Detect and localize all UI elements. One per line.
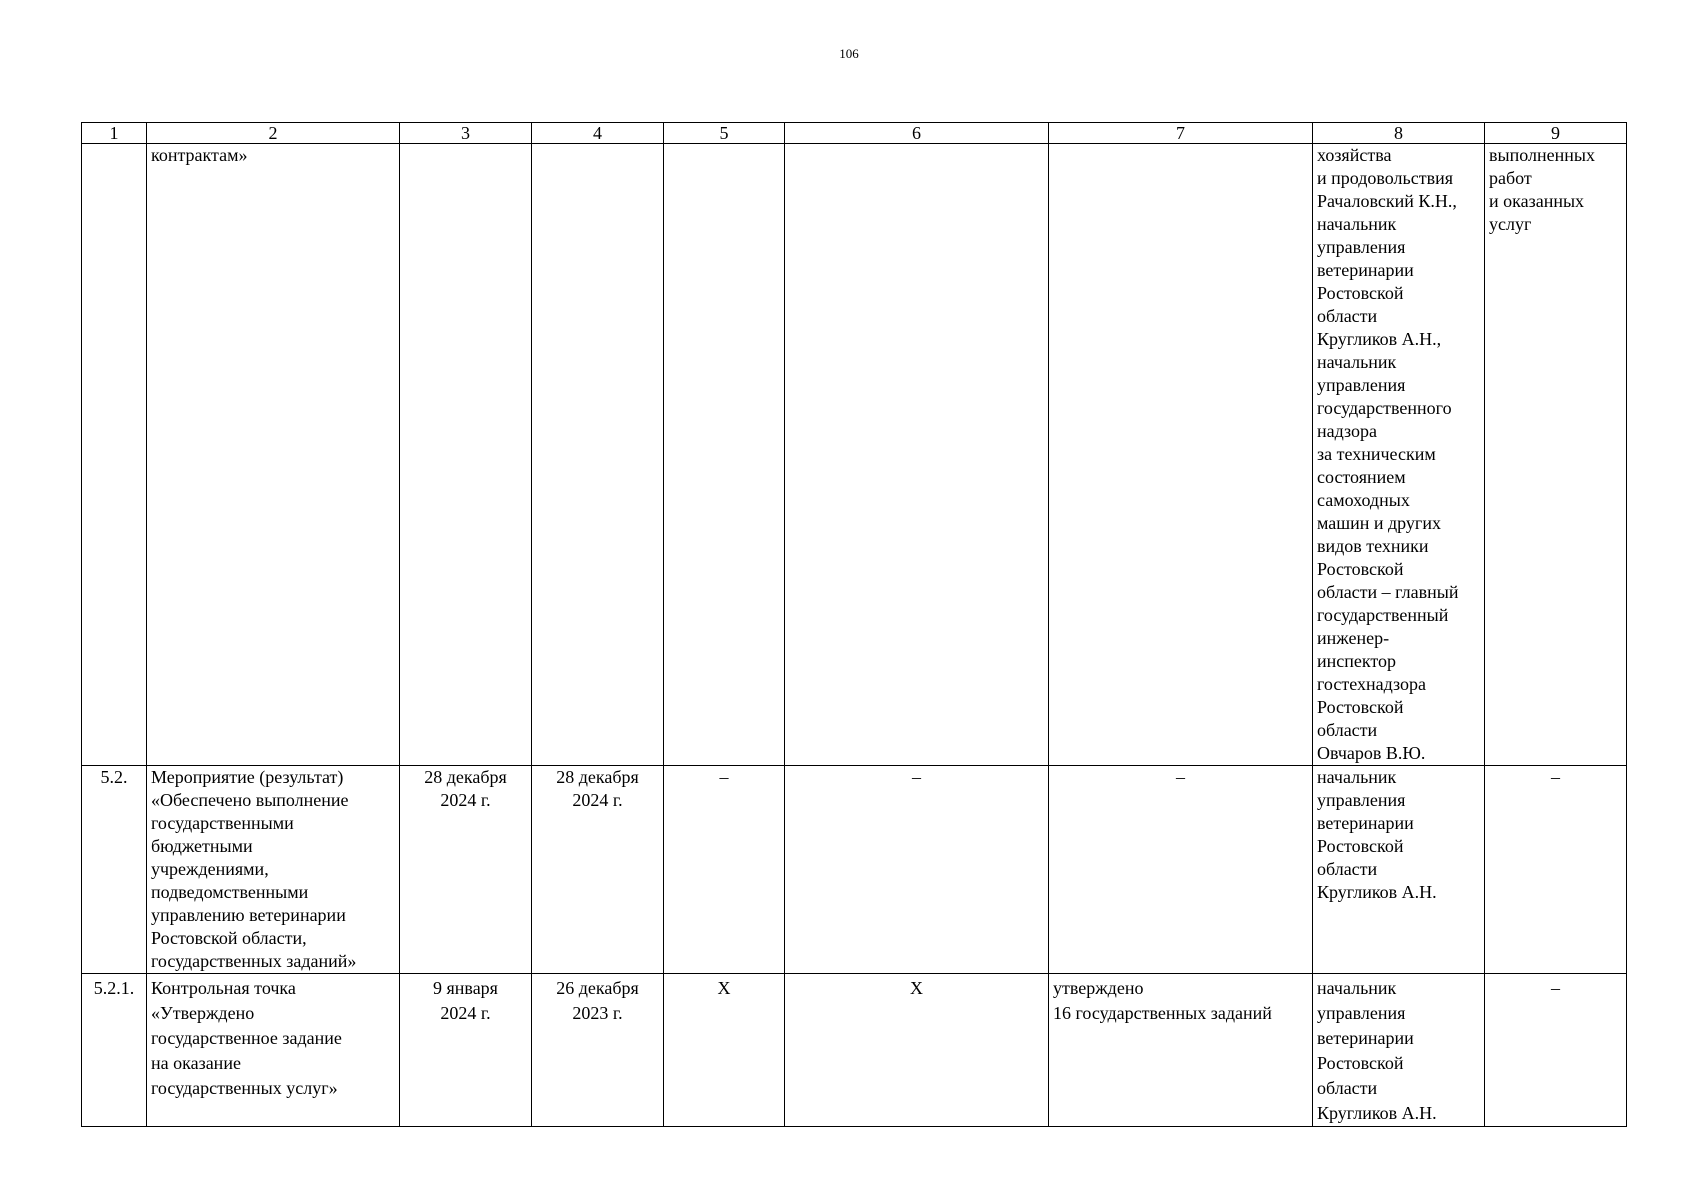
cell-number: 5.2.1.	[82, 974, 147, 1127]
cell-line: государственное задание	[151, 1028, 342, 1048]
cell-end-date	[532, 974, 664, 1127]
cell-line: области	[1317, 720, 1378, 740]
cell-line: 28 декабря	[424, 767, 507, 787]
cell-line: инспектор	[1317, 651, 1397, 671]
cell-line: Ростовской	[1317, 559, 1404, 579]
cell-line: инженер-	[1317, 628, 1390, 648]
table-row	[82, 766, 1627, 974]
cell-line: управления	[1317, 375, 1406, 395]
cell-responsible	[1313, 766, 1485, 974]
column-header: 7	[1049, 123, 1313, 144]
column-header: 3	[400, 123, 532, 144]
cell-line: государственного	[1317, 398, 1452, 418]
cell-start-date	[400, 974, 532, 1127]
cell-line: управления	[1317, 237, 1406, 257]
column-header: 6	[785, 123, 1049, 144]
column-header: 8	[1313, 123, 1485, 144]
cell-line: учреждениями,	[151, 859, 269, 879]
column-header: 9	[1485, 123, 1627, 144]
cell-col5	[664, 144, 785, 766]
cell-line: Кругликов А.Н.	[1317, 882, 1437, 902]
cell-name	[147, 974, 400, 1127]
cell-line: ветеринарии	[1317, 813, 1414, 833]
cell-line: 16 государственных заданий	[1053, 1003, 1272, 1023]
cell-line: начальник	[1317, 978, 1397, 998]
cell-line: –	[1551, 978, 1560, 998]
cell-line: контрактам»	[151, 145, 248, 165]
cell-line: начальник	[1317, 767, 1397, 787]
cell-line: состоянием	[1317, 467, 1406, 487]
cell-line: области	[1317, 859, 1378, 879]
cell-line: и оказанных	[1489, 191, 1585, 211]
cell-line: за техническим	[1317, 444, 1436, 464]
cell-end-date	[532, 766, 664, 974]
cell-line: гостехнадзора	[1317, 674, 1426, 694]
cell-line: работ	[1489, 168, 1532, 188]
cell-line: государственными	[151, 813, 294, 833]
cell-line: машин и других	[1317, 513, 1441, 533]
cell-line: 2023 г.	[572, 1003, 623, 1023]
cell-responsible	[1313, 144, 1485, 766]
header-row	[82, 123, 1627, 144]
cell-name	[147, 144, 400, 766]
cell-line: –	[1551, 767, 1560, 787]
cell-line: Овчаров В.Ю.	[1317, 743, 1426, 763]
cell-line: 26 декабря	[556, 978, 639, 998]
cell-line: 9 января	[433, 978, 498, 998]
cell-line: Ростовской	[1317, 1053, 1404, 1073]
cell-line: 2024 г.	[440, 790, 491, 810]
cell-line: надзора	[1317, 421, 1377, 441]
cell-line: бюджетными	[151, 836, 253, 856]
cell-col9	[1485, 974, 1627, 1127]
cell-start-date	[400, 144, 532, 766]
cell-line: области – главный	[1317, 582, 1459, 602]
cell-line: государственных заданий»	[151, 951, 357, 971]
cell-line: Ростовской области,	[151, 928, 307, 948]
cell-col9	[1485, 144, 1627, 766]
cell-line: выполненных	[1489, 145, 1595, 165]
cell-line: Рачаловский К.Н.,	[1317, 191, 1457, 211]
cell-result	[1049, 144, 1313, 766]
cell-responsible	[1313, 974, 1485, 1127]
cell-col6: X	[785, 974, 1049, 1127]
cell-col5: X	[664, 974, 785, 1127]
cell-line: 2024 г.	[440, 1003, 491, 1023]
cell-number: 5.2.	[82, 766, 147, 974]
cell-result	[1049, 974, 1313, 1127]
cell-number	[82, 144, 147, 766]
plan-table	[81, 122, 1627, 1127]
table-row	[82, 974, 1627, 1127]
cell-line: Мероприятие (результат)	[151, 767, 344, 787]
cell-line: управлению ветеринарии	[151, 905, 346, 925]
cell-line: 28 декабря	[556, 767, 639, 787]
cell-line: подведомственными	[151, 882, 309, 902]
cell-line: государственный	[1317, 605, 1449, 625]
cell-line: Ростовской	[1317, 697, 1404, 717]
cell-line: –	[1176, 767, 1185, 787]
cell-line: 2024 г.	[572, 790, 623, 810]
cell-line: начальник	[1317, 214, 1397, 234]
cell-col6: –	[785, 766, 1049, 974]
cell-end-date	[532, 144, 664, 766]
cell-line: Контрольная точка	[151, 978, 296, 998]
cell-line: самоходных	[1317, 490, 1410, 510]
page-number: 106	[839, 46, 859, 61]
cell-line: ветеринарии	[1317, 260, 1414, 280]
cell-name	[147, 766, 400, 974]
column-header: 2	[147, 123, 400, 144]
cell-line: и продовольствия	[1317, 168, 1454, 188]
cell-line: на оказание	[151, 1053, 241, 1073]
cell-result	[1049, 766, 1313, 974]
cell-line: государственных услуг»	[151, 1078, 338, 1098]
cell-line: управления	[1317, 1003, 1406, 1023]
cell-line: «Обеспечено выполнение	[151, 790, 349, 810]
cell-line: Кругликов А.Н.,	[1317, 329, 1442, 349]
cell-line: утверждено	[1053, 978, 1144, 998]
table-row	[82, 144, 1627, 766]
cell-line: области	[1317, 306, 1378, 326]
cell-line: видов техники	[1317, 536, 1429, 556]
column-header: 5	[664, 123, 785, 144]
cell-line: «Утверждено	[151, 1003, 255, 1023]
cell-line: Ростовской	[1317, 836, 1404, 856]
cell-line: услуг	[1489, 214, 1532, 234]
column-header: 1	[82, 123, 147, 144]
cell-line: начальник	[1317, 352, 1397, 372]
cell-line: Ростовской	[1317, 283, 1404, 303]
cell-line: хозяйства	[1317, 145, 1392, 165]
cell-line: ветеринарии	[1317, 1028, 1414, 1048]
cell-col6	[785, 144, 1049, 766]
cell-line: области	[1317, 1078, 1378, 1098]
cell-line: Кругликов А.Н.	[1317, 1103, 1437, 1123]
column-header: 4	[532, 123, 664, 144]
cell-start-date	[400, 766, 532, 974]
cell-col9	[1485, 766, 1627, 974]
cell-line: управления	[1317, 790, 1406, 810]
cell-col5: –	[664, 766, 785, 974]
